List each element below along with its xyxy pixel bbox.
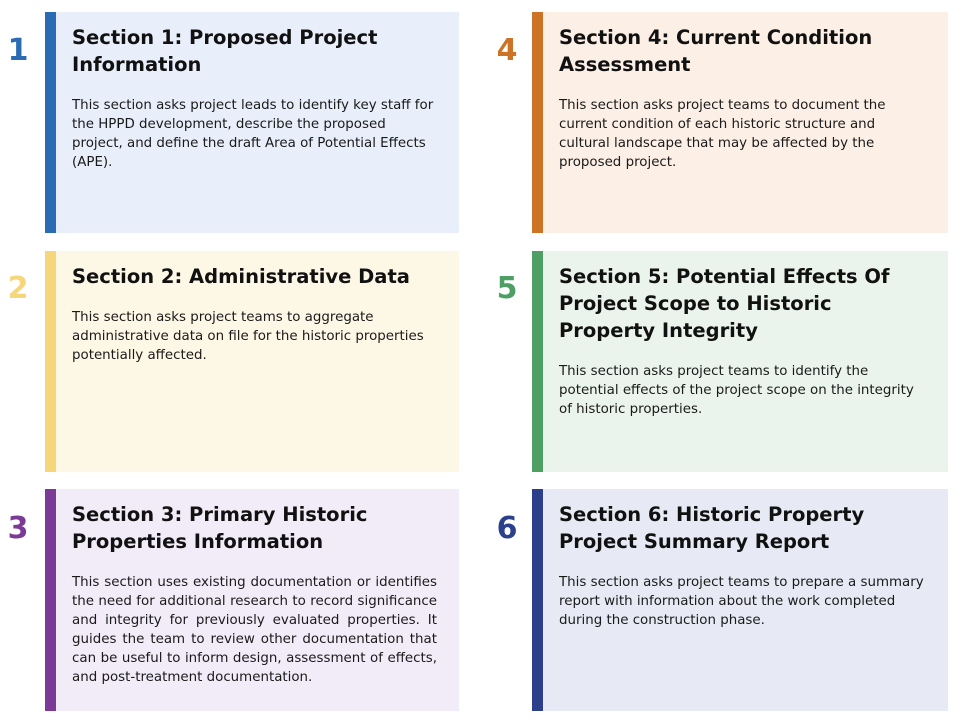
section-4-card bbox=[532, 12, 948, 233]
section-4-number: 4 bbox=[496, 33, 518, 68]
section-3-number: 3 bbox=[7, 511, 29, 546]
section-6-card bbox=[532, 489, 948, 711]
section-5-description: This section asks project teams to identify the potential effects of the project scope on the integrity of historic properties. bbox=[559, 364, 914, 417]
section-2-number: 2 bbox=[7, 271, 29, 306]
section-5-title: Section 5: Potential Effects Of Project Scope to Historic Property Integrity bbox=[559, 265, 890, 342]
section-1-description: This section asks project leads to identify key staff for the HPPD development, describe the proposed project, and define the draft Area of Potential Effects (APE). bbox=[72, 98, 434, 170]
section-6-number: 6 bbox=[496, 511, 518, 546]
section-3-title: Section 3: Primary Historic Properties Information bbox=[72, 503, 368, 553]
section-6-title: Section 6: Historic Property Project Summary Report bbox=[559, 503, 865, 553]
section-6-description: This section asks project teams to prepare a summary report with information about the work completed during the construction phase. bbox=[559, 575, 924, 628]
section-5-number: 5 bbox=[496, 271, 518, 306]
section-2-title: Section 2: Administrative Data bbox=[72, 265, 410, 288]
section-1-number: 1 bbox=[7, 33, 29, 68]
section-2-description: This section asks project teams to aggregate administrative data on file for the historic properties potentially affected. bbox=[72, 310, 424, 363]
section-3-card bbox=[45, 489, 459, 711]
section-1-card bbox=[45, 12, 459, 233]
section-2-card bbox=[45, 251, 459, 472]
section-4-description: This section asks project teams to document the current condition of each historic structure and cultural landscape that may be affected by the proposed project. bbox=[559, 98, 886, 170]
section-5-card bbox=[532, 251, 948, 472]
section-3-description: This section uses existing documentation or identifies the need for additional research to record significance and integrity for previously evaluated properties. It guides the team to review other documentation that can be useful to inform design, assessment of effects, and post-treatment documentation. bbox=[72, 575, 437, 685]
section-1-title: Section 1: Proposed Project Information bbox=[72, 26, 378, 76]
section-4-title: Section 4: Current Condition Assessment bbox=[559, 26, 873, 76]
